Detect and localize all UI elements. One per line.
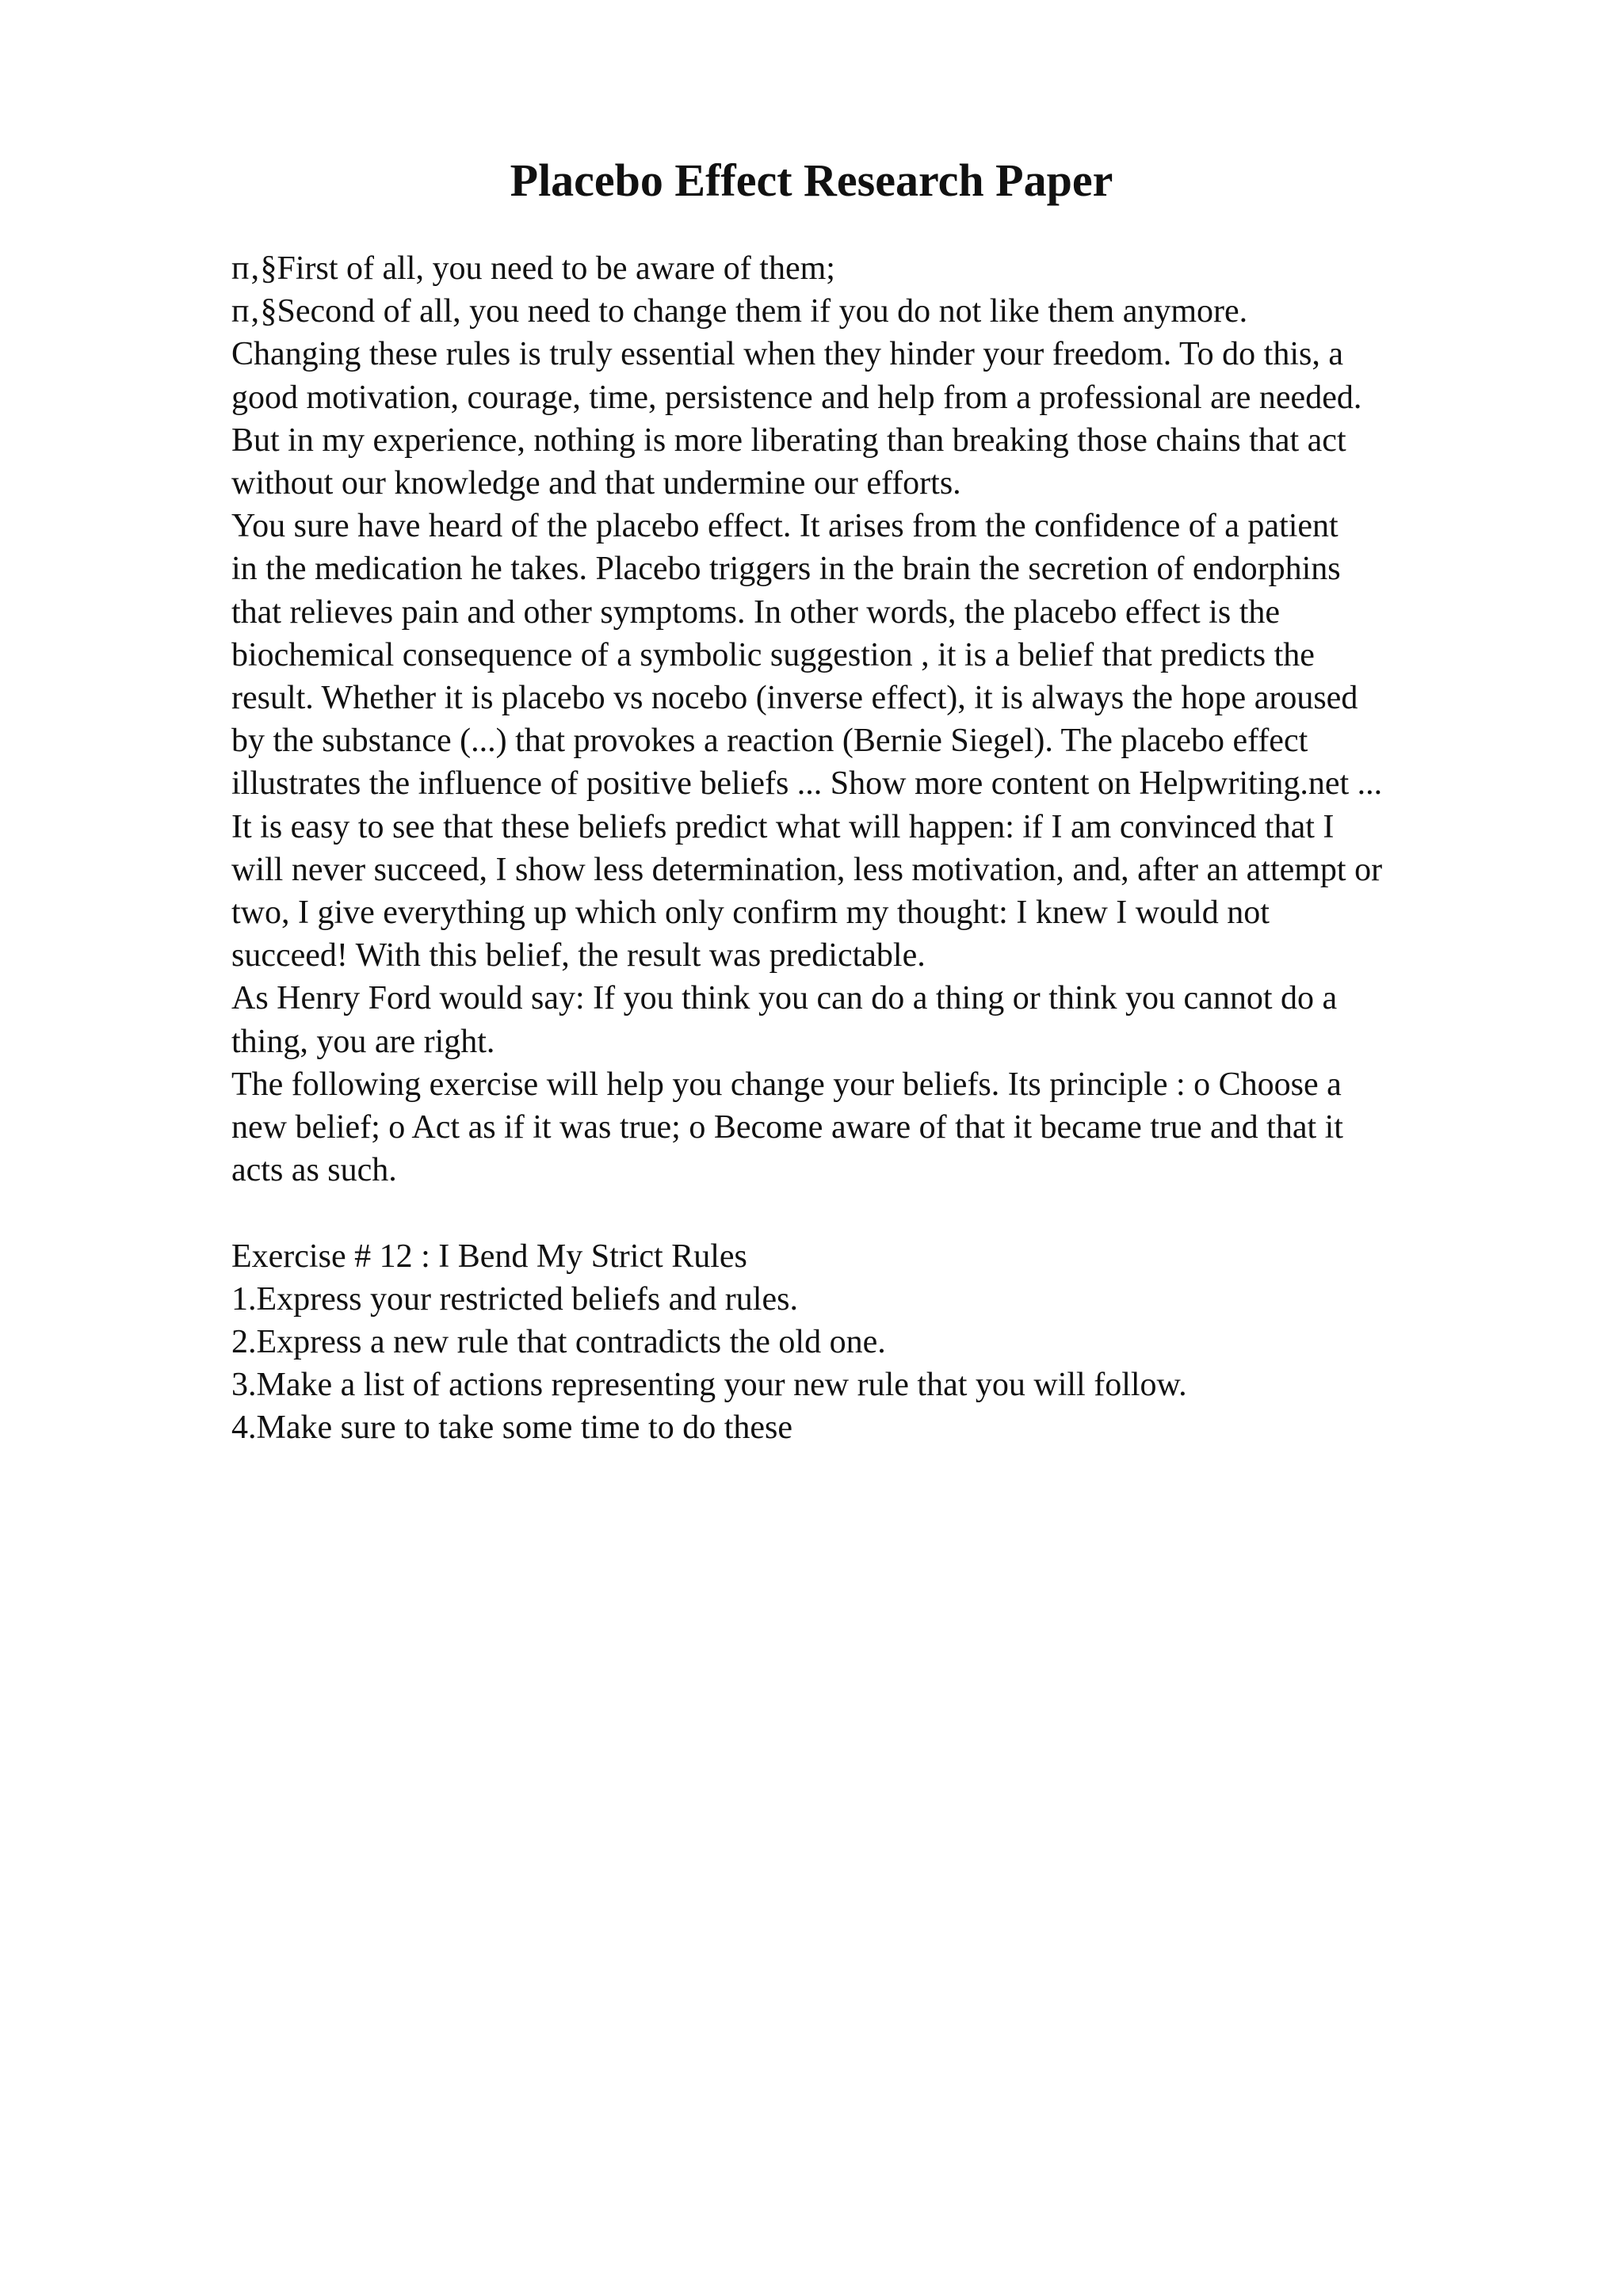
body-line: thing, you are right. (231, 1023, 495, 1060)
body-line: result. Whether it is placebo vs nocebo (inverse effect), it is always the hope aroused (231, 680, 1358, 717)
body-line: two, I give everything up which only confirm my thought: I knew I would not (231, 894, 1270, 932)
body-line: by the substance (...) that provokes a reaction (Bernie Siegel). The placebo effect (231, 723, 1308, 760)
paragraph-gap (231, 1192, 1563, 1234)
body-line: As Henry Ford would say: If you think you can do a thing or think you cannot do a (231, 980, 1338, 1017)
exercise-step: 4.Make sure to take some time to do these (231, 1409, 792, 1447)
body-line: good motivation, courage, time, persistence and help from a professional are needed. (231, 379, 1362, 416)
body-line: biochemical consequence of a symbolic suggestion , it is a belief that predicts the (231, 636, 1315, 673)
body-line: п‚§Second of all, you need to change them if you do not like them anymore. (231, 293, 1248, 330)
body-line: succeed! With this belief, the result was predictable. (231, 937, 926, 974)
body-line: The following exercise will help you change your beliefs. Its principle : o Choose a (231, 1066, 1342, 1103)
body-line: new belief; o Act as if it was true; o Become aware of that it became true and that it (231, 1109, 1343, 1146)
document-body (231, 247, 1563, 1450)
body-line: will never succeed, I show less determination, less motivation, and, after an attempt or (231, 851, 1383, 888)
body-line: illustrates the influence of positive beliefs ... Show more content on Helpwriting.net ... (231, 765, 1383, 803)
document-title: Placebo Effect Research Paper (510, 154, 1113, 206)
body-line: It is easy to see that these beliefs predict what will happen: if I am convinced that I (231, 808, 1335, 845)
body-line: acts as such. (231, 1152, 397, 1189)
body-line: But in my experience, nothing is more liberating than breaking those chains that act (231, 421, 1346, 459)
body-line: without our knowledge and that undermine our efforts. (231, 465, 961, 502)
exercise-step: 2.Express a new rule that contradicts the old one. (231, 1324, 886, 1361)
body-line: Changing these rules is truly essential when they hinder your freedom. To do this, a (231, 336, 1344, 373)
body-line: п‚§First of all, you need to be aware of them; (231, 250, 835, 287)
body-line: that relieves pain and other symptoms. In other words, the placebo effect is the (231, 593, 1280, 631)
exercise-step: 1.Express your restricted beliefs and rules. (231, 1280, 798, 1318)
body-line: in the medication he takes. Placebo triggers in the brain the secretion of endorphins (231, 551, 1341, 588)
body-line: You sure have heard of the placebo effect. It arises from the confidence of a patient (231, 508, 1338, 545)
exercise-step: 3.Make a list of actions representing your new rule that you will follow. (231, 1367, 1187, 1404)
exercise-heading: Exercise # 12 : I Bend My Strict Rules (231, 1238, 747, 1275)
